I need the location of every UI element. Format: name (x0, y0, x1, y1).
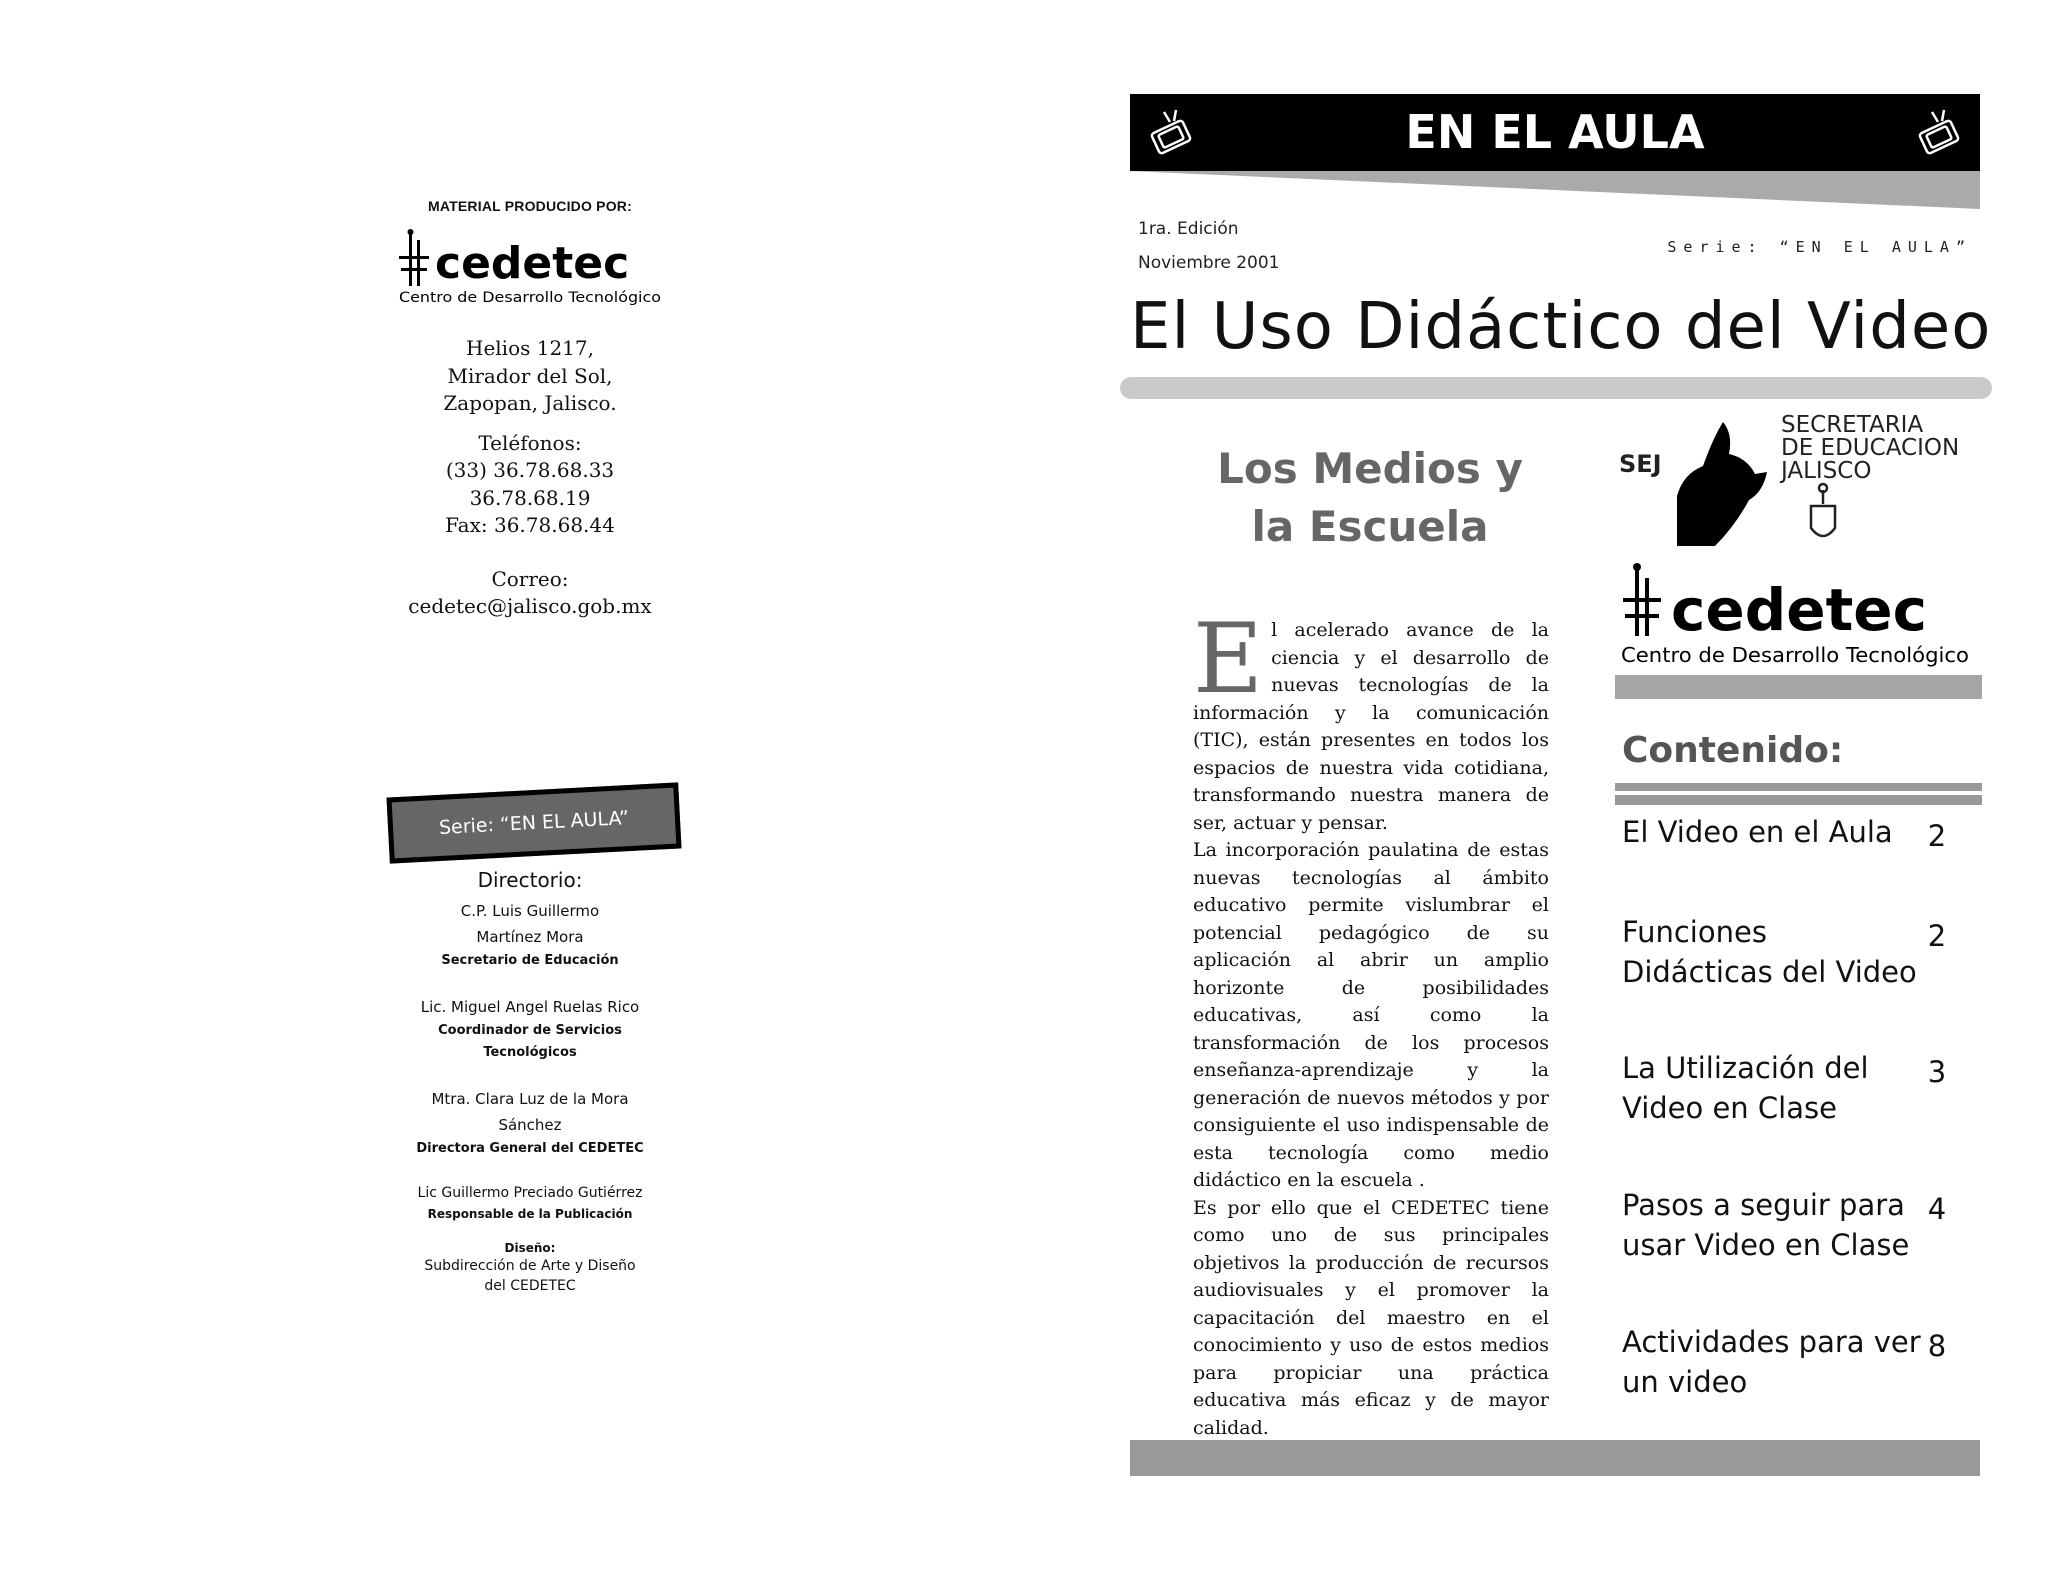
toc-label: Funciones Didácticas del Video (1622, 915, 1917, 989)
divider-bar (1615, 795, 1982, 805)
logo-tagline: Centro de Desarrollo Tecnológico (399, 290, 661, 306)
toc-label: La Utilización del Video en Clase (1622, 1051, 1869, 1125)
serie-badge: Serie: “EN EL AULA” (386, 782, 681, 863)
directory-role: Coordinador de Servicios (438, 1023, 622, 1038)
toc-page-number: 3 (1927, 1055, 1947, 1089)
directory-name: Mtra. Clara Luz de la Mora (431, 1090, 629, 1108)
fax-line: Fax: 36.78.68.44 (445, 513, 615, 537)
article-paragraph: l acelerado avance de la ciencia y el desarrollo de nuevas tecnologías de la información y la comunicación (TIC), están presentes en todos los espacios de nuestra vida cotidiana, transformando nuestra manera de ser, actuar y pensar. (1193, 619, 1549, 834)
sej-name-line: DE EDUCACION (1781, 435, 1960, 461)
toc-page-number: 2 (1927, 819, 1947, 853)
design-value: del CEDETEC (484, 1278, 576, 1294)
design-value: Subdirección de Arte y Diseño (424, 1258, 636, 1274)
sej-name-line: SECRETARIA (1781, 412, 1924, 438)
email-address: cedetec@jalisco.gob.mx (408, 594, 652, 618)
sej-logo (1617, 408, 1977, 550)
edition-label: 1ra. Edición (1138, 219, 1239, 239)
toc-item[interactable] (1622, 1048, 1982, 1148)
logo-wordmark: cedetec (1671, 576, 1928, 644)
edition-block (1138, 212, 1279, 280)
header-wedge (1130, 171, 1980, 209)
title-rule (1120, 377, 1992, 399)
directory-name: Lic. Miguel Angel Ruelas Rico (420, 998, 640, 1016)
directory-role: Secretario de Educación (441, 953, 619, 968)
article-body (1193, 603, 1549, 1442)
article-paragraph: La incorporación paulatina de estas nuevas tecnologías al ámbito educativo permite vislumbrar el potencial pedagógico de su aplicación al abrir un amplio horizonte de posibilidades educativas, así como la transformación de los procesos enseñanza-aprendizaje y la generación de nuevos métodos y por consiguiente el uso indispensable de esta tecnología como medio didáctico en la escuela . (1193, 839, 1549, 1191)
directory-name: Martínez Mora (476, 928, 584, 946)
section-subhead (1180, 440, 1560, 556)
directory-role: Responsable de la Publicación (427, 1207, 633, 1221)
email-label: Correo: (491, 566, 569, 591)
sej-abbr: SEJ (1619, 450, 1662, 478)
sej-emblem-icon (1677, 422, 1767, 546)
toc-page-number: 8 (1927, 1329, 1947, 1363)
divider-bar (1615, 783, 1982, 791)
subhead-line: la Escuela (1251, 502, 1489, 551)
toc-item[interactable] (1622, 1185, 1982, 1285)
article-paragraph: Es por ello que el CEDETEC tiene como uno de sus principales objetivos la producción de recursos audiovisuales y el promover la capacitación del maestro en el conocimiento y uso de estos medios para propiciar una práctica educativa más eficaz y de mayor calidad. (1193, 1196, 1549, 1439)
phone-line: 36.78.68.19 (469, 485, 591, 510)
header-title: EN EL AULA (1405, 105, 1705, 159)
toc-label: El Video en el Aula (1622, 815, 1893, 849)
cedetec-emblem-icon (399, 229, 429, 286)
directory-role: Directora General del CEDETEC (416, 1141, 644, 1156)
logo-wordmark: cedetec (435, 238, 630, 289)
edition-date: Noviembre 2001 (1138, 253, 1280, 273)
television-icon (1148, 108, 1198, 156)
produced-by-label: MATERIAL PRODUCIDO POR: (428, 198, 632, 214)
directory-role: Tecnológicos (483, 1045, 577, 1060)
toc-item[interactable] (1622, 1322, 1982, 1422)
directory-name: Lic Guillermo Preciado Gutiérrez (417, 1185, 643, 1201)
contact-block (330, 335, 730, 621)
serie-label: Serie: “EN EL AULA” (1667, 238, 1972, 256)
toc-page-number: 4 (1927, 1192, 1947, 1226)
cedetec-emblem-icon (1623, 563, 1661, 636)
logo-tagline: Centro de Desarrollo Tecnológico (1621, 643, 1969, 667)
television-icon (1916, 108, 1966, 156)
toc-item[interactable] (1622, 812, 1982, 912)
address-line: Zapopan, Jalisco. (443, 391, 617, 415)
design-label: Diseño: (504, 1241, 556, 1255)
directory-name: Sánchez (498, 1116, 562, 1134)
jalisco-shield-icon (1811, 484, 1835, 536)
toc-label: Actividades para ver un video (1622, 1325, 1921, 1399)
subhead-line: Los Medios y (1217, 444, 1523, 493)
toc-item[interactable] (1622, 912, 1982, 1012)
toc-page-number: 2 (1927, 919, 1947, 953)
directory-title: Directorio: (477, 868, 583, 892)
phones-label: Teléfonos: (478, 430, 582, 455)
address-line: Mirador del Sol, (447, 363, 613, 388)
directory-name: C.P. Luis Guillermo (460, 902, 600, 920)
sej-name-line: JALISCO (1781, 458, 1872, 484)
drop-cap: E (1193, 603, 1264, 715)
cedetec-logo-small (395, 226, 665, 310)
footer-bar (1130, 1440, 1980, 1476)
cedetec-logo (1617, 560, 1977, 672)
main-title: El Uso Didáctico del Video (1130, 290, 1992, 364)
contents-title: Contenido: (1622, 730, 1844, 771)
divider-bar (1615, 675, 1982, 699)
address-line: Helios 1217, (466, 336, 594, 360)
phone-line: (33) 36.78.68.33 (445, 458, 615, 482)
directory (330, 868, 730, 1296)
toc-label: Pasos a seguir para usar Video en Clase (1622, 1188, 1910, 1262)
